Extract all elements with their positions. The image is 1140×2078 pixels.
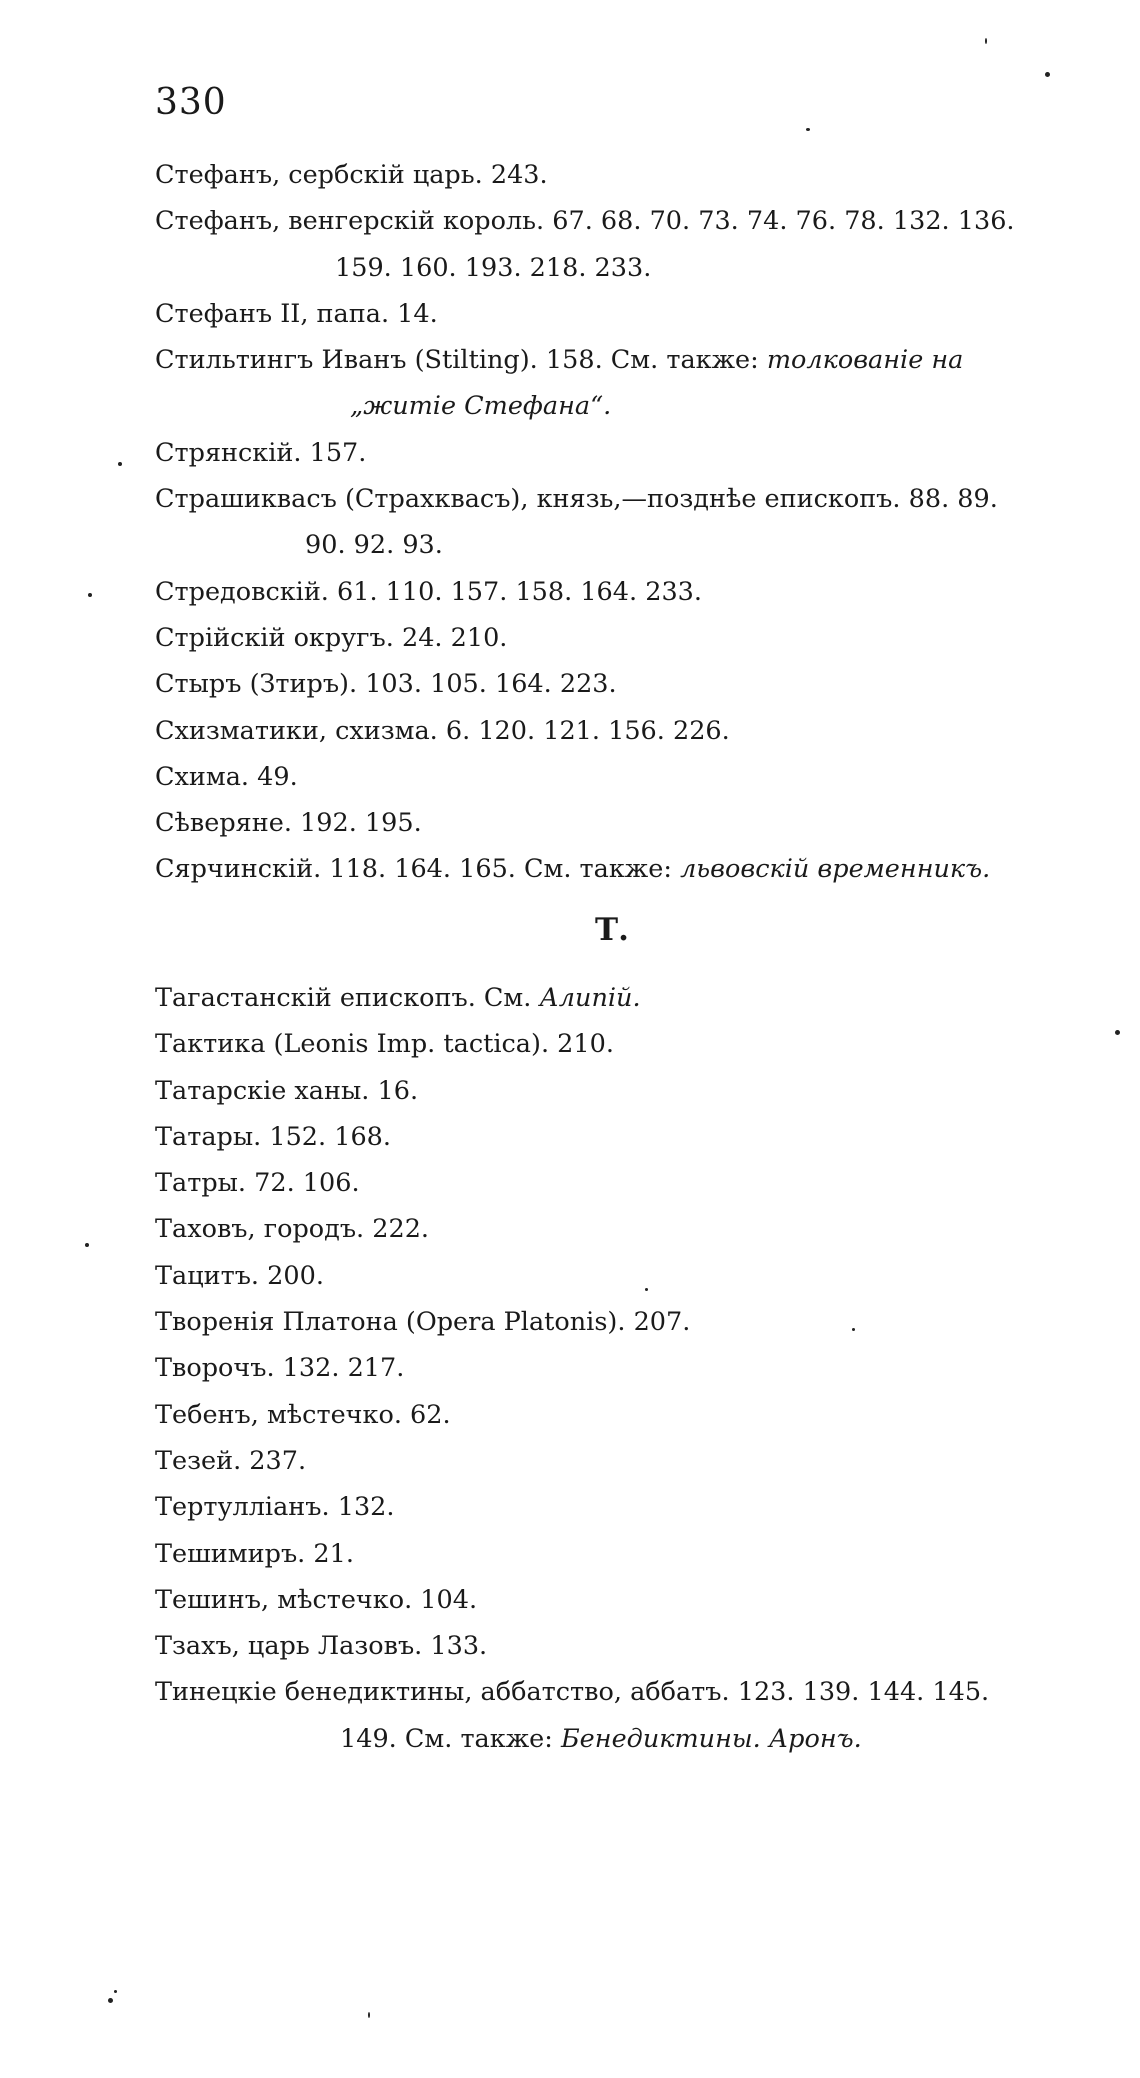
scan-speck <box>985 38 987 44</box>
index-entry-continuation <box>155 383 1095 429</box>
scan-speck <box>1045 72 1050 77</box>
scan-speck <box>118 462 122 466</box>
entry-reference: львовскій временникъ. <box>680 854 991 885</box>
index-entry-continuation <box>155 1716 1095 1762</box>
entry-reference: Алипій. <box>539 983 641 1013</box>
index-entry <box>155 846 1095 892</box>
index-entry <box>155 1114 1095 1160</box>
entry-text: Стильтингъ Иванъ (Stilting). 158. См. также: <box>155 345 759 376</box>
index-entry <box>155 1345 1095 1391</box>
entry-text: Схизматики, схизма. 6. 120. 121. 156. 226. <box>155 715 730 746</box>
entry-text: Стефанъ, сербскій царь. 243. <box>155 160 548 190</box>
entry-text: Татарскіе ханы. 16. <box>155 1075 419 1106</box>
index-entry <box>155 198 1095 244</box>
index-entry <box>155 754 1095 800</box>
entry-text: Творочъ. 132. 217. <box>155 1353 405 1384</box>
scan-speck <box>108 1998 113 2003</box>
index-entry <box>155 430 1095 476</box>
entry-text: Сярчинскій. 118. 164. 165. См. также: <box>155 854 672 885</box>
index-entry <box>155 708 1095 754</box>
index-entry <box>155 1206 1095 1252</box>
entry-text: Тешинъ, мѣстечко. 104. <box>155 1584 478 1615</box>
entry-reference: толкованіе на <box>766 345 964 376</box>
scan-speck <box>806 128 810 131</box>
entry-text: Стрійскій округъ. 24. 210. <box>155 622 508 653</box>
index-entry <box>155 569 1095 615</box>
index-entry <box>155 1669 1095 1715</box>
index-entry <box>155 291 1095 337</box>
entry-text: Татры. 72. 106. <box>155 1168 360 1199</box>
entry-text: Стрянскій. 157. <box>155 437 367 468</box>
entry-text: Творенія Платона (Opera Platonis). 207. <box>155 1307 691 1338</box>
index-entry-continuation <box>155 245 1095 291</box>
index-section-s <box>155 152 1095 893</box>
entry-text: 149. См. также: <box>340 1723 553 1754</box>
index-entry <box>155 1531 1095 1577</box>
entry-text: 159. 160. 193. 218. 233. <box>335 252 652 283</box>
index-entry <box>155 1392 1095 1438</box>
entry-text: Тзахъ, царь Лазовъ. 133. <box>155 1631 488 1662</box>
section-heading-t: Т. <box>595 912 629 948</box>
index-entry <box>155 1299 1095 1345</box>
scan-speck <box>1115 1030 1120 1035</box>
index-entry <box>155 1438 1095 1484</box>
entry-reference: Бенедиктины. Аронъ. <box>560 1723 862 1754</box>
scan-speck <box>85 1243 89 1247</box>
index-entry <box>155 1068 1095 1114</box>
index-section-t <box>155 975 1095 1762</box>
scan-speck <box>645 1288 648 1291</box>
entry-text: Стыръ (Зтиръ). 103. 105. 164. 223. <box>155 669 617 700</box>
index-entry <box>155 1253 1095 1299</box>
entry-text: Схима. 49. <box>155 761 298 792</box>
entry-text: Стефанъ, венгерскій король. 67. 68. 70. 73. 74. 76. 78. 132. 136. <box>155 206 1015 237</box>
entry-reference: „житіе Стефана“. <box>350 391 612 422</box>
index-entry <box>155 1623 1095 1669</box>
entry-text: Тацитъ. 200. <box>155 1260 324 1291</box>
entry-text: Тебенъ, мѣстечко. 62. <box>155 1399 451 1430</box>
entry-text: Тезей. 237. <box>155 1445 307 1476</box>
index-entry <box>155 337 1095 383</box>
scan-speck <box>852 1328 855 1331</box>
scan-speck <box>88 593 92 597</box>
entry-text: Тинецкіе бенедиктины, аббатство, аббатъ. 123. 139. 144. 145. <box>155 1677 990 1708</box>
index-entry <box>155 1484 1095 1530</box>
page-number: 330 <box>155 82 227 123</box>
entry-text: Страшиквасъ (Страхквасъ), князь,—позднѣе епископъ. 88. 89. <box>155 484 998 515</box>
entry-text: Тертулліанъ. 132. <box>155 1492 395 1523</box>
index-entry <box>155 615 1095 661</box>
index-entry <box>155 800 1095 846</box>
index-entry <box>155 1160 1095 1206</box>
entry-text: Тешимиръ. 21. <box>155 1538 354 1569</box>
index-entry-continuation <box>155 522 1095 568</box>
index-entry <box>155 1021 1095 1067</box>
entry-text: Таховъ, городъ. 222. <box>155 1214 430 1245</box>
entry-text: Сѣверяне. 192. 195. <box>155 808 422 839</box>
index-entry <box>155 661 1095 707</box>
scan-speck <box>114 1990 117 1993</box>
index-entry <box>155 476 1095 522</box>
index-entry <box>155 975 1095 1021</box>
scan-speck <box>368 2012 370 2018</box>
entry-text: Татары. 152. 168. <box>155 1121 392 1152</box>
index-entry <box>155 152 1095 198</box>
entry-text: Тагастанскій епископъ. См. <box>155 983 532 1013</box>
entry-text: Стефанъ II, папа. 14. <box>155 298 438 329</box>
entry-text: 90. 92. 93. <box>305 530 443 561</box>
entry-text: Тактика (Leonis Imp. tactica). 210. <box>155 1029 614 1060</box>
entry-text: Стредовскій. 61. 110. 157. 158. 164. 233. <box>155 576 702 607</box>
index-entry <box>155 1577 1095 1623</box>
